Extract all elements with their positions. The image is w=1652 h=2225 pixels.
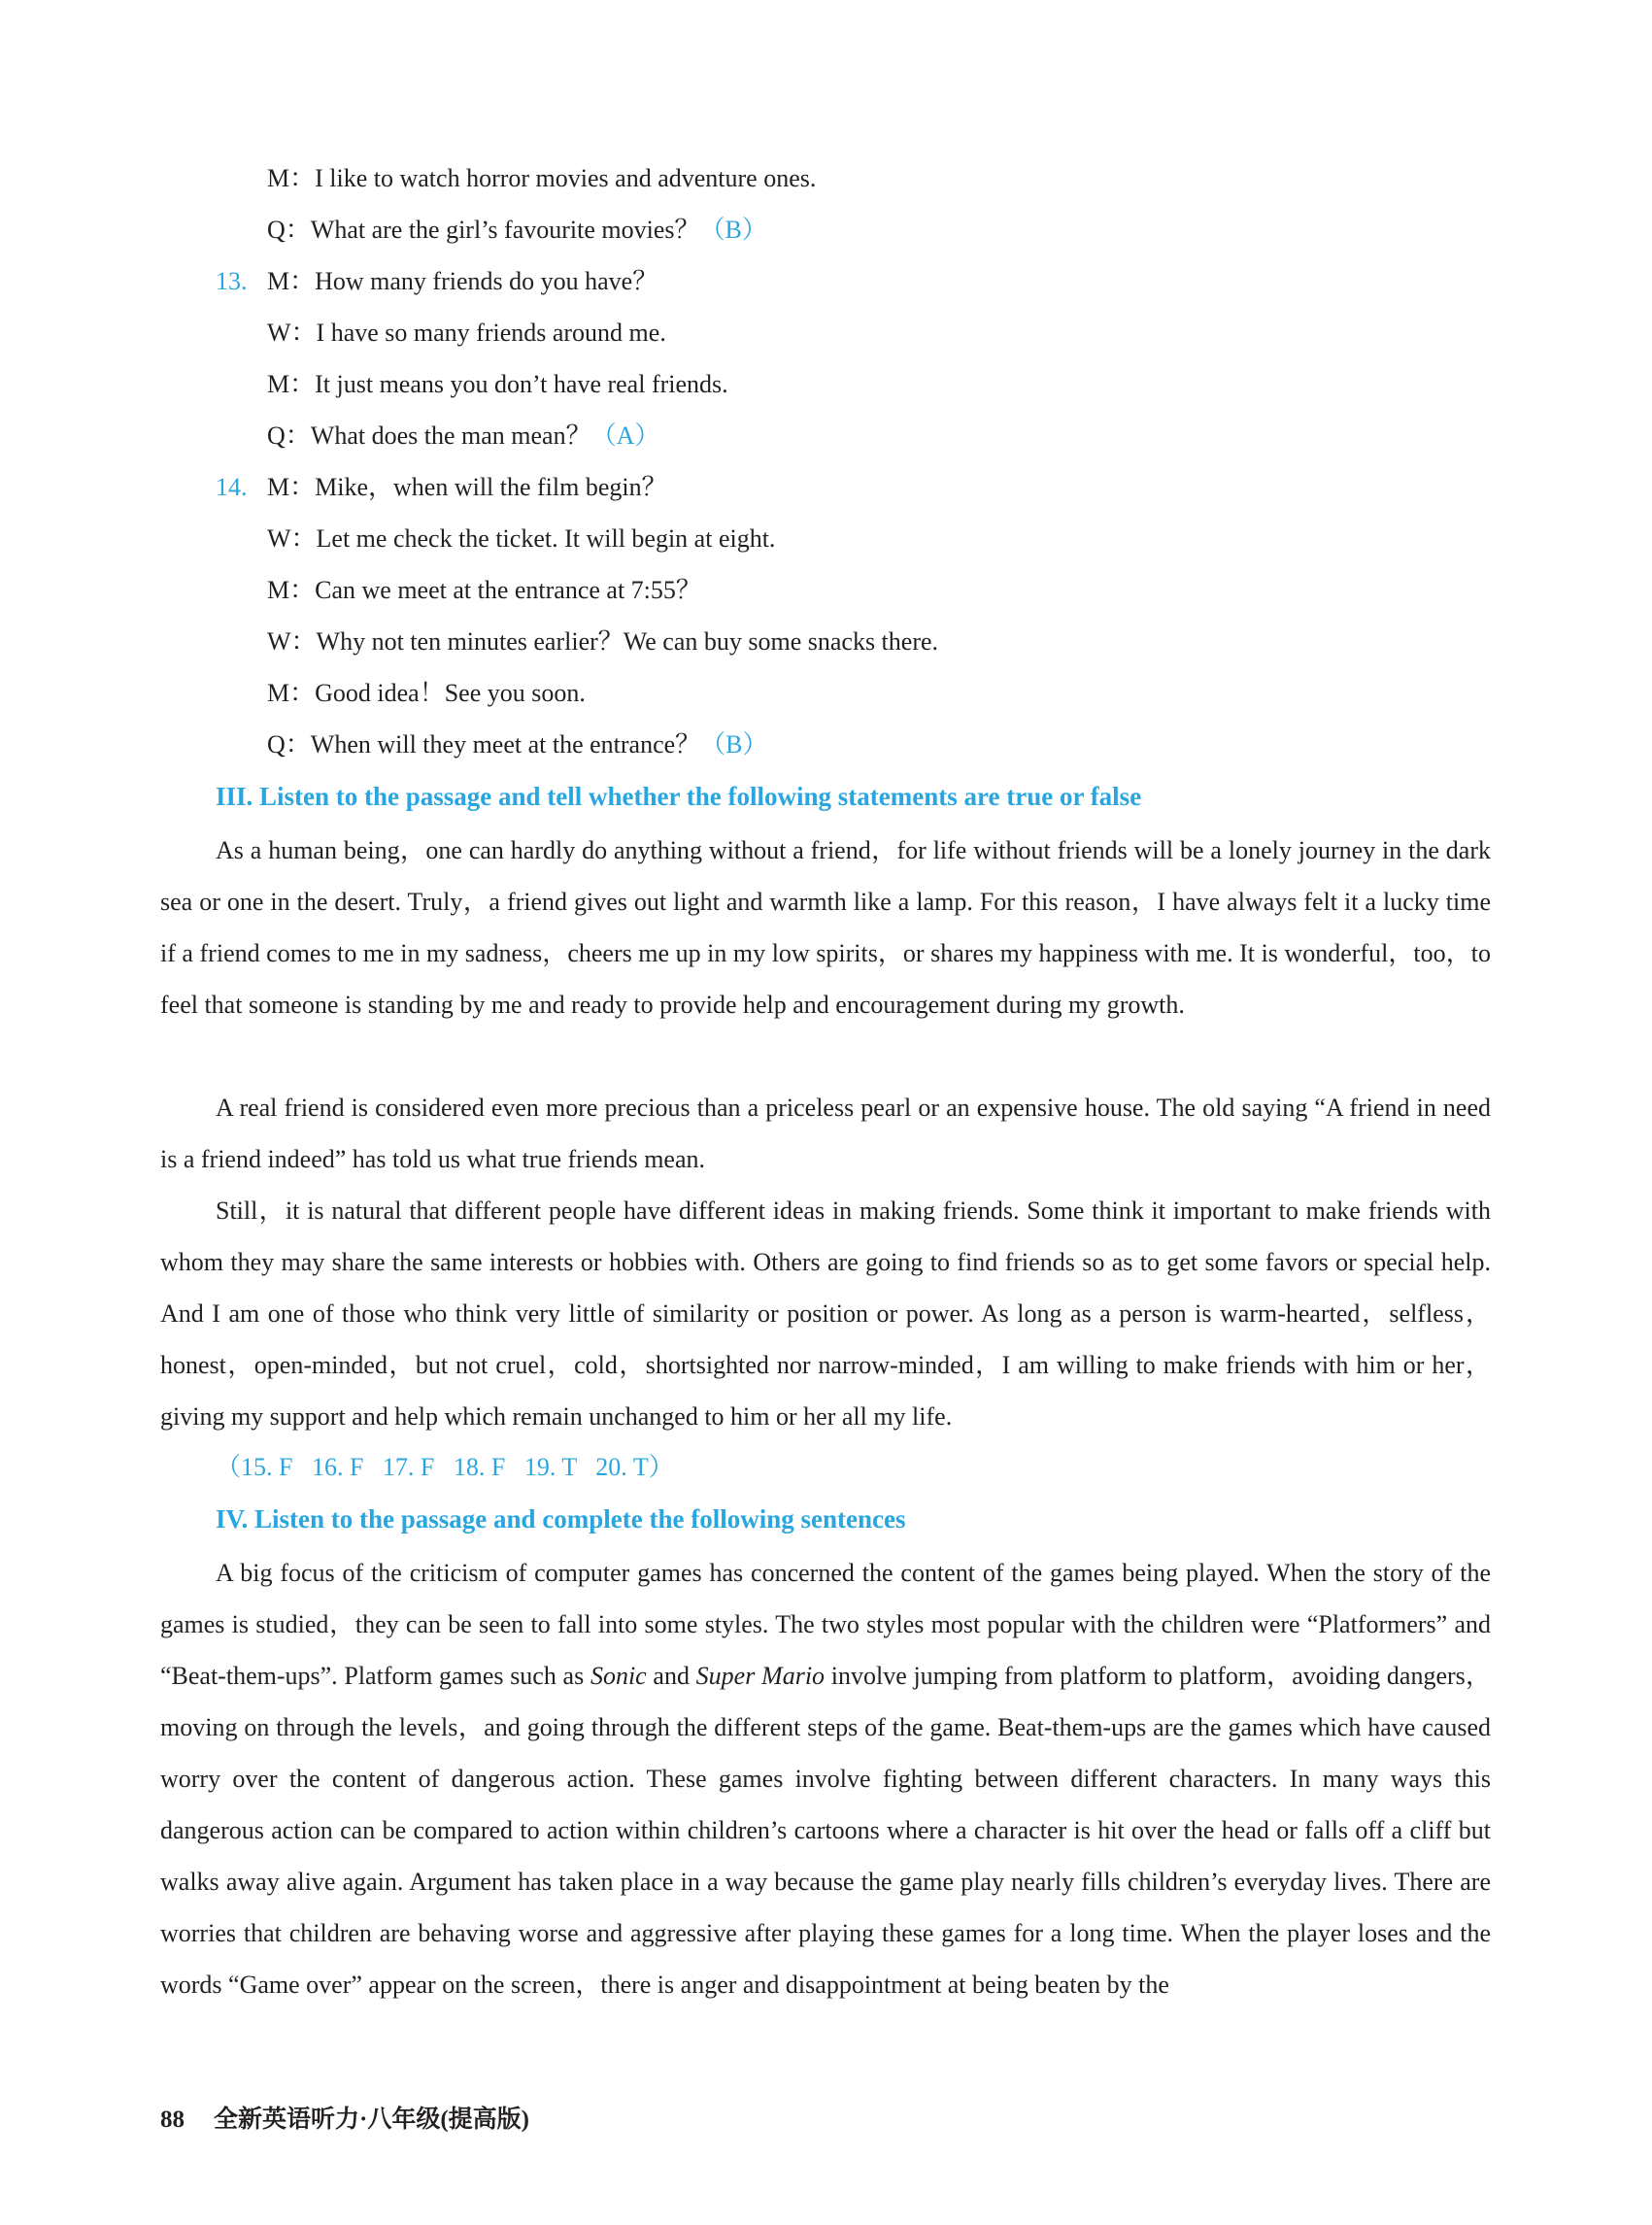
dialogue-line: W：Let me check the ticket. It will begin at eight. [267, 524, 776, 553]
item-number-13: 13. [216, 267, 248, 295]
answer-choice: （A） [590, 421, 660, 450]
dialogue-question: Q：What are the girl’s favourite movies？（B） [267, 216, 767, 244]
dialogue-line: M：Mike，when will the film begin？ [267, 473, 667, 501]
answer-choice: （B） [700, 730, 768, 759]
dialogue-line: M：I like to watch horror movies and adventure ones. [267, 164, 817, 192]
item-number-14: 14. [216, 473, 248, 501]
dialogue-question: Q：When will they meet at the entrance？（B） [267, 730, 768, 759]
page-number: 88 [160, 2107, 185, 2133]
section-3-paragraph-3: Still，it is natural that different people have different ideas in making friends. Some think it important to make friends with whom they may share the same interests or hobbies with. Others are going to find friends so as to get some favors or special help. And I am one of those who think very little of similarity or position or power. As long as a person is warm-hearted，selfless，honest，open-minded，but not cruel，cold，shortsighted nor narrow-minded，I am willing to make friends with him or her，giving my support and help which remain unchanged to him or her all my life. [160, 1197, 1491, 1431]
dialogue-line: M：How many friends do you have？ [267, 267, 658, 295]
dialogue-line: M：It just means you don’t have real friends. [267, 370, 728, 398]
game-title-super-mario: Super Mario [695, 1662, 826, 1690]
page-footer [160, 2100, 529, 2135]
section-3-answers: （15. F 16. F 17. F 18. F 19. T 20. T） [216, 1453, 674, 1481]
book-title: 全新英语听力·八年级(提高版) [214, 2107, 529, 2133]
section-3-paragraph-1: As a human being，one can hardly do anything without a friend，for life without friends will be a lonely journey in the dark sea or one in the desert. Truly，a friend gives out light and warmth like a lamp. For this reason，I have always felt it a lucky time if a friend comes to me in my sadness，cheers me up in my low spirits，or shares my happiness with me. It is wonderful，too，to feel that someone is standing by me and ready to provide help and encouragement during my growth. [160, 836, 1491, 1019]
dialogue-line: M：Can we meet at the entrance at 7:55？ [267, 576, 701, 604]
answer-choice: （B） [699, 216, 767, 244]
section-3-paragraph-2: A real friend is considered even more precious than a priceless pearl or an expensive house. The old saying “A friend in need is a friend indeed” has told us what true friends mean. [160, 1094, 1491, 1173]
dialogue-question: Q：What does the man mean？（A） [267, 421, 660, 450]
section-4-paragraph: A big focus of the criticism of computer games has concerned the content of the games being played. When the story of the games is studied，they can be seen to fall into some styles. The two styles most popular with the children were “Platformers” and “Beat-them-ups”. Platform games such as Sonic and Super Mario involve jumping from platform to platform，avoiding dangers，moving on through the levels，and going through the different steps of the game. Beat-them-ups are the games which have caused worry over the content of dangerous action. These games involve fighting between different characters. In many ways this dangerous action can be compared to action within children’s cartoons where a character is hit over the head or falls off a cliff but walks away alive again. Argument has taken place in a way because the game play nearly fills children’s everyday lives. There are worries that children are behaving worse and aggressive after playing these games for a long time. When the player loses and the words “Game over” appear on the screen，there is anger and disappointment at being beaten by the [160, 1559, 1491, 1999]
game-title-sonic: Sonic [590, 1662, 647, 1690]
dialogue-line: W：I have so many friends around me. [267, 319, 666, 347]
section-3-heading: III. Listen to the passage and tell whether the following statements are true or false [216, 782, 1142, 811]
dialogue-line: M：Good idea！See you soon. [267, 679, 586, 707]
dialogue-line: W：Why not ten minutes earlier？We can buy some snacks there. [267, 627, 939, 656]
section-4-heading: IV. Listen to the passage and complete the following sentences [216, 1504, 906, 1534]
